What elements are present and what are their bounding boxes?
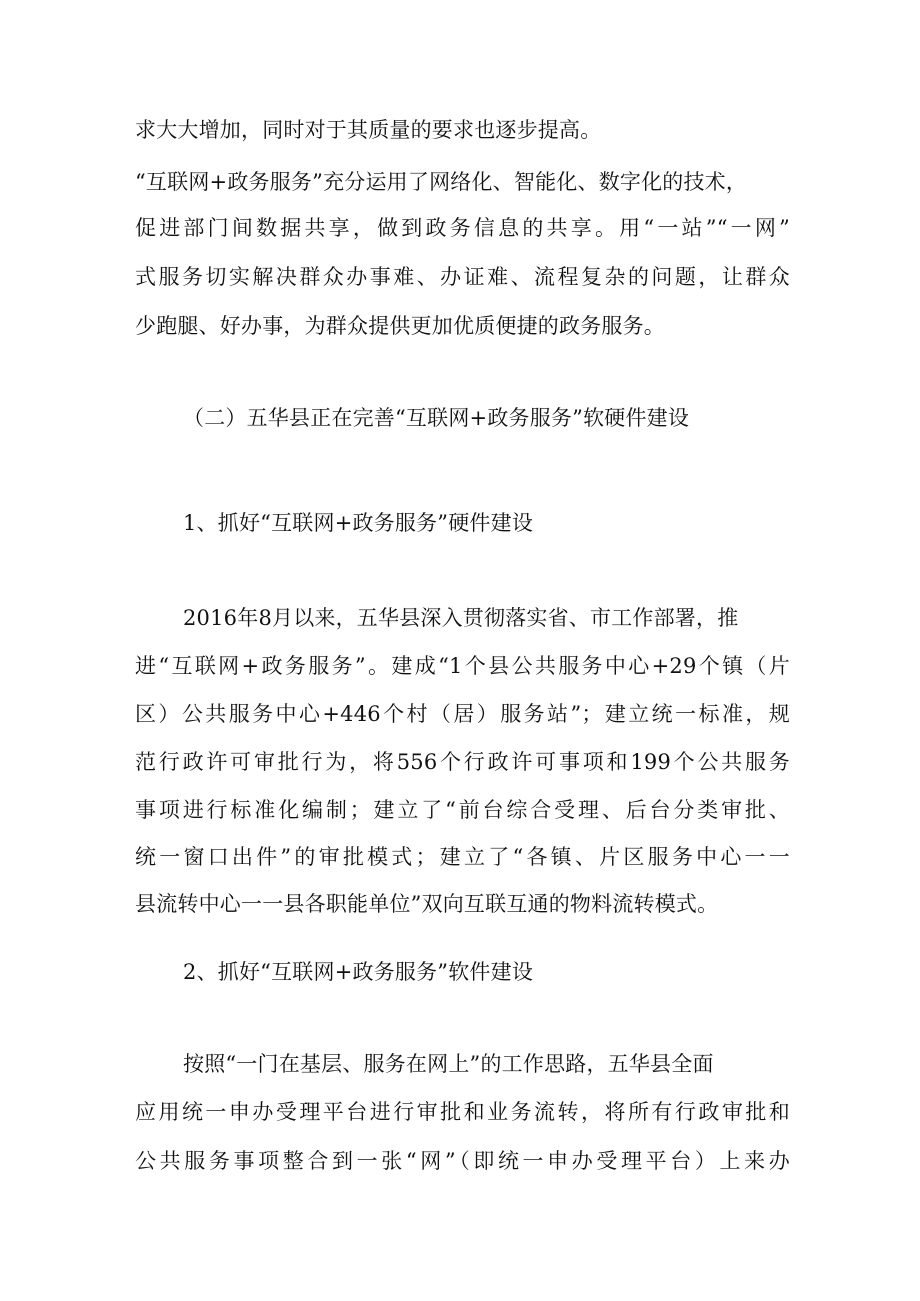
text-line: 少跑腿、好办事，为群众提供更加优质便捷的政务服务。 <box>135 314 665 338</box>
text-line: 进“互联网+政务服务”。建成“1个县公共服务中心+29个镇（片 <box>135 654 790 678</box>
text-line: 求大大增加，同时对于其质量的要求也逐步提高。 <box>135 118 602 142</box>
subsection-heading-hardware: 1、抓好“互联网+政务服务”硬件建设 <box>183 511 534 535</box>
text-line: 促进部门间数据共享，做到政务信息的共享。用“一站”“一网” <box>135 216 790 240</box>
subsection-heading-software: 2、抓好“互联网+政务服务”软件建设 <box>183 960 534 984</box>
text-line: 事项进行标准化编制；建立了“前台综合受理、后台分类审批、 <box>135 798 790 822</box>
text-line: “互联网+政务服务”充分运用了网络化、智能化、数字化的技术， <box>135 170 748 194</box>
text-line: 区）公共服务中心+446个村（居）服务站”；建立统一标准，规 <box>135 702 790 726</box>
text-line: 公共服务事项整合到一张“网”（即统一申办受理平台）上来办 <box>135 1149 790 1173</box>
text-line: 按照“一门在基层、服务在网上”的工作思路，五华县全面 <box>183 1052 714 1076</box>
text-line: 应用统一申办受理平台进行审批和业务流转，将所有行政审批和 <box>135 1100 790 1124</box>
text-line: 县流转中心一一县各职能单位”双向互联互通的物料流转模式。 <box>135 892 719 916</box>
section-heading: （二）五华县正在完善“互联网+政务服务”软硬件建设 <box>183 406 690 430</box>
text-line: 式服务切实解决群众办事难、办证难、流程复杂的问题，让群众 <box>135 265 790 289</box>
text-line: 统一窗口出件”的审批模式；建立了“各镇、片区服务中心一一 <box>135 845 790 869</box>
text-line: 范行政许可审批行为，将556个行政许可事项和199个公共服务 <box>135 750 790 774</box>
text-line: 2016年8月以来，五华县深入贯彻落实省、市工作部署，推 <box>183 606 739 630</box>
